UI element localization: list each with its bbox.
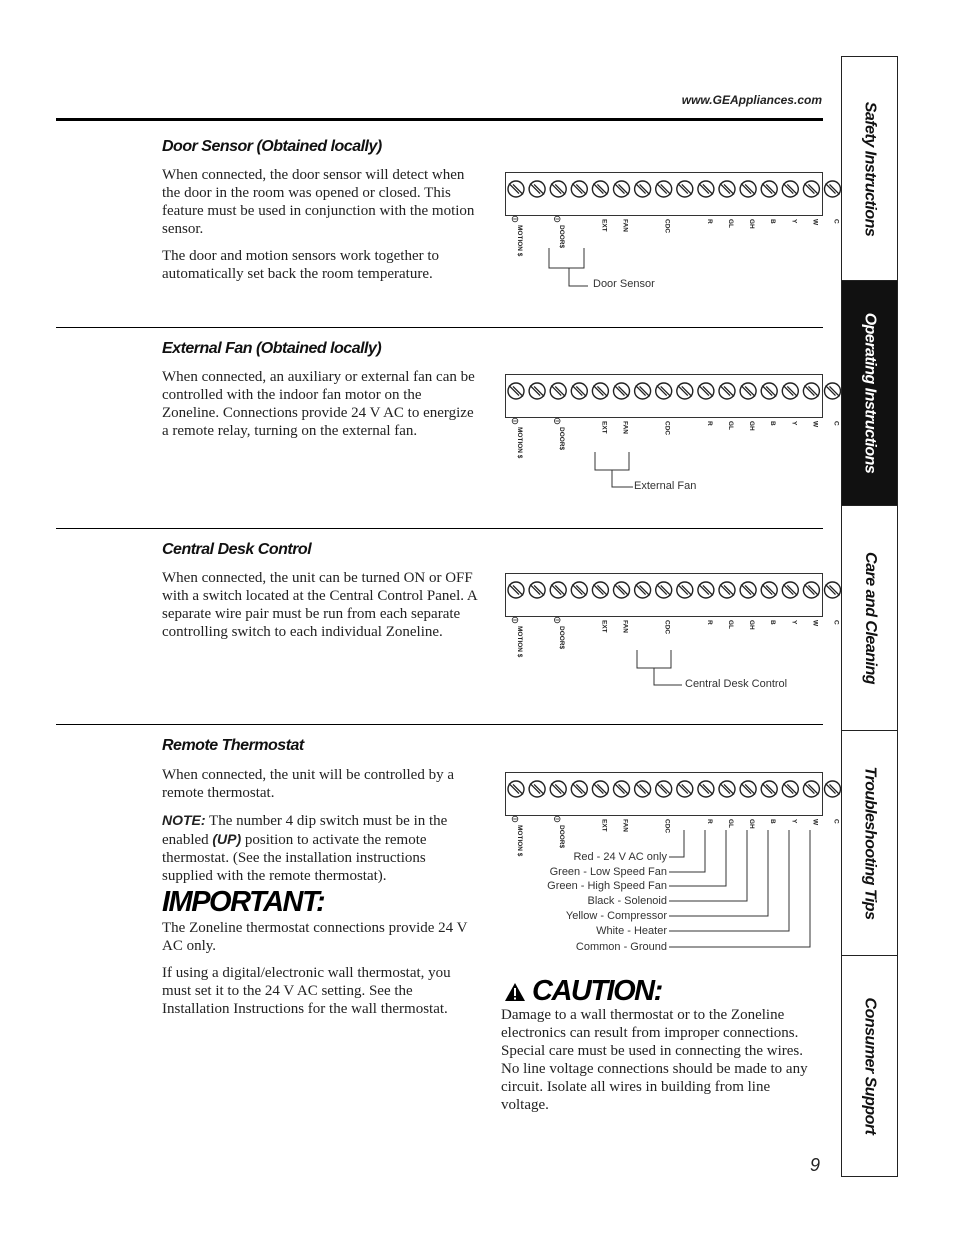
terminal-screw [740, 582, 756, 598]
terminal-label: GL [727, 620, 734, 630]
terminal-screw [592, 181, 608, 197]
terminal-screw [508, 181, 524, 197]
terminal-screw [635, 383, 651, 399]
terminal-label: Y [790, 219, 798, 224]
terminal-label: CDC [663, 219, 671, 234]
terminal-label: B [769, 819, 777, 824]
terminal-screw [761, 383, 777, 399]
external-fan-text: When connected, an auxiliary or external fan can be controlled with the indoor fan motor on the Zoneline. Connections provide 24 V AC to energize a remote relay, turning on the external fan. [162, 369, 475, 439]
door-sensor-text-1: When connected, the door sensor will detect when the door in the room was opened or closed. This feature must be used in conjunction with the motion sensor. [162, 167, 475, 237]
terminal-screw [529, 383, 545, 399]
polarity-mark [554, 617, 560, 623]
terminal-label: DOOR$ [558, 825, 566, 849]
external-fan-terminal-diagram [505, 374, 840, 465]
terminal-strip [505, 172, 840, 258]
terminal-screw [698, 582, 714, 598]
wire-label-green-low: Green - Low Speed Fan [549, 866, 667, 878]
terminal-screw [571, 383, 587, 399]
caution-title: CAUTION: [532, 975, 662, 1007]
terminal-label: GL [727, 421, 734, 431]
terminal-label: C [832, 620, 840, 625]
remote-thermostat-note: NOTE: The number 4 dip switch must be in the enabled (UP) position to activate the remote thermostat. (See the installation instructions supplied with the remote thermostat). [162, 812, 448, 884]
terminal-screw [656, 383, 672, 399]
terminal-screw [571, 582, 587, 598]
terminal-label: GH [748, 620, 756, 630]
door-sensor-bracket [540, 248, 600, 290]
terminal-label: B [769, 620, 777, 625]
terminal-screw [803, 181, 819, 197]
tab-safety-instructions[interactable]: Safety Instructions [842, 57, 897, 281]
terminal-label: W [811, 219, 819, 226]
terminal-screw [550, 781, 566, 797]
note-label: NOTE: [162, 812, 206, 828]
terminal-label: W [811, 620, 819, 627]
central-desk-heading: Central Desk Control [162, 541, 312, 558]
terminal-screw [761, 582, 777, 598]
terminal-screw [740, 383, 756, 399]
terminal-screw [677, 181, 693, 197]
terminal-screw [614, 181, 630, 197]
terminal-label: B [769, 219, 777, 224]
terminal-screw [656, 582, 672, 598]
terminal-label: EXT [600, 219, 608, 232]
terminal-label: Y [790, 620, 798, 625]
wire-label-white: White - Heater [596, 925, 667, 937]
terminal-label: EXT [600, 620, 608, 633]
terminal-screw [508, 383, 524, 399]
polarity-mark [512, 216, 518, 222]
terminal-screw [698, 781, 714, 797]
terminal-label: R [705, 620, 713, 625]
terminal-label: B [769, 421, 777, 426]
terminal-screw [803, 781, 819, 797]
terminal-label: Y [790, 421, 798, 426]
terminal-label: MOTION $ [516, 626, 523, 658]
terminal-label: GL [727, 219, 734, 229]
terminal-screw [592, 781, 608, 797]
note-up: (UP) [212, 831, 242, 847]
terminal-screw [529, 582, 545, 598]
warning-icon [504, 982, 526, 1002]
polarity-mark [512, 617, 518, 623]
terminal-strip [505, 573, 840, 659]
page-number: 9 [810, 1155, 821, 1175]
terminal-screw [719, 582, 735, 598]
terminal-label: DOOR$ [558, 626, 566, 650]
important-title: IMPORTANT: [162, 886, 325, 918]
polarity-mark [554, 816, 560, 822]
remote-thermostat-heading: Remote Thermostat [162, 737, 304, 754]
terminal-label: MOTION $ [516, 225, 523, 257]
terminal-screw [803, 582, 819, 598]
terminal-screw [592, 383, 608, 399]
terminal-label: GH [748, 819, 756, 829]
central-desk-bracket [632, 650, 692, 692]
terminal-screw [571, 181, 587, 197]
terminal-screw [656, 781, 672, 797]
terminal-screw [740, 181, 756, 197]
terminal-screw [635, 781, 651, 797]
polarity-mark [554, 216, 560, 222]
external-fan-callout: External Fan [634, 480, 697, 492]
terminal-screw [698, 181, 714, 197]
terminal-screw [550, 383, 566, 399]
terminal-screw [508, 781, 524, 797]
important-text-2: If using a digital/electronic wall thermostat, you must set it to the 24 V AC setting. See the Installation Instructions for the wall thermostat. [162, 965, 451, 1017]
polarity-mark [512, 816, 518, 822]
terminal-screw [677, 383, 693, 399]
terminal-screw [825, 781, 841, 797]
terminal-screw [803, 383, 819, 399]
terminal-label: C [832, 819, 840, 824]
external-fan-heading: External Fan (Obtained locally) [162, 340, 382, 357]
terminal-screw [571, 781, 587, 797]
terminal-label: Y [790, 819, 798, 824]
terminal-label: R [705, 819, 713, 824]
terminal-label: R [705, 219, 713, 224]
terminal-screw [635, 582, 651, 598]
important-text-1: The Zoneline thermostat connections provide 24 V AC only. [162, 920, 468, 954]
terminal-label: CDC [663, 620, 671, 635]
terminal-screw [614, 383, 630, 399]
terminal-label: C [832, 219, 840, 224]
polarity-mark [554, 418, 560, 424]
section-divider [56, 528, 823, 529]
terminal-label: W [811, 819, 819, 826]
tab-troubleshooting-tips[interactable]: Troubleshooting Tips [842, 731, 897, 956]
door-sensor-text-2: The door and motion sensors work together to automatically set back the room temperature. [162, 248, 440, 282]
terminal-label: FAN [621, 219, 629, 232]
terminal-strip [505, 374, 840, 460]
terminal-screw [529, 781, 545, 797]
central-desk-callout: Central Desk Control [685, 678, 788, 690]
terminal-screw [719, 383, 735, 399]
terminal-label: DOOR$ [558, 427, 566, 451]
door-sensor-callout: Door Sensor [593, 278, 655, 290]
terminal-screw [508, 582, 524, 598]
polarity-mark [512, 418, 518, 424]
section-divider [56, 724, 823, 725]
terminal-screw [761, 181, 777, 197]
terminal-label: EXT [600, 421, 608, 434]
terminal-screw [677, 781, 693, 797]
terminal-screw [529, 181, 545, 197]
terminal-label: C [832, 421, 840, 426]
terminal-screw [719, 181, 735, 197]
remote-thermostat-wiring [660, 830, 820, 955]
terminal-label: GL [727, 819, 734, 829]
terminal-screw [550, 181, 566, 197]
terminal-screw [825, 383, 841, 399]
wire-label-red: Red - 24 V AC only [573, 851, 667, 863]
terminal-screw [677, 582, 693, 598]
tab-operating-instructions[interactable]: Operating Instructions [842, 281, 897, 506]
section-divider [56, 327, 823, 328]
terminal-label: EXT [600, 819, 608, 832]
terminal-screw [592, 582, 608, 598]
remote-thermostat-text: When connected, the unit will be controlled by a remote thermostat. [162, 767, 454, 801]
terminal-label: R [705, 421, 713, 426]
terminal-screw [614, 582, 630, 598]
website-url: www.GEAppliances.com [681, 93, 822, 107]
terminal-screw [719, 781, 735, 797]
terminal-screw [656, 181, 672, 197]
tab-care-and-cleaning[interactable]: Care and Cleaning [842, 506, 897, 731]
terminal-label: GH [748, 219, 756, 229]
terminal-screw [782, 181, 798, 197]
terminal-screw [782, 781, 798, 797]
terminal-screw [782, 582, 798, 598]
wire-label-green-high: Green - High Speed Fan [547, 880, 667, 892]
terminal-screw [825, 582, 841, 598]
header-rule [56, 118, 823, 121]
terminal-label: MOTION $ [516, 427, 523, 459]
terminal-label: DOOR$ [558, 225, 566, 249]
door-sensor-heading: Door Sensor (Obtained locally) [162, 138, 382, 155]
terminal-screw [614, 781, 630, 797]
central-desk-text: When connected, the unit can be turned ON or OFF with a switch located at the Central Control Panel. A separate wire pair must be run from each separate controlling switch to each individual Zoneline. [162, 570, 477, 640]
terminal-label: CDC [663, 421, 671, 436]
terminal-screw [782, 383, 798, 399]
caution-header [504, 975, 662, 1008]
terminal-label: CDC [663, 819, 671, 834]
wire-label-black: Black - Solenoid [587, 895, 667, 907]
terminal-screw [740, 781, 756, 797]
caution-text: Damage to a wall thermostat or to the Zoneline electronics can result from improper connections. Special care must be used in connecting the wires. No line voltage connections should be made to any circuit. Isolate all wires in building from line voltage. [501, 1007, 808, 1113]
terminal-screw [635, 181, 651, 197]
terminal-screw [550, 582, 566, 598]
terminal-label: W [811, 421, 819, 428]
terminal-label: FAN [621, 819, 629, 832]
wire-label-common: Common - Ground [575, 941, 667, 953]
terminal-screw [761, 781, 777, 797]
terminal-label: FAN [621, 421, 629, 434]
tab-consumer-support[interactable]: Consumer Support [861, 997, 879, 1135]
terminal-screw [698, 383, 714, 399]
wire-label-yellow: Yellow - Compressor [565, 910, 667, 922]
terminal-label: FAN [621, 620, 629, 633]
terminal-label: MOTION $ [516, 825, 523, 857]
terminal-screw [825, 181, 841, 197]
section-sidebar [841, 56, 898, 1177]
terminal-label: GH [748, 421, 756, 431]
